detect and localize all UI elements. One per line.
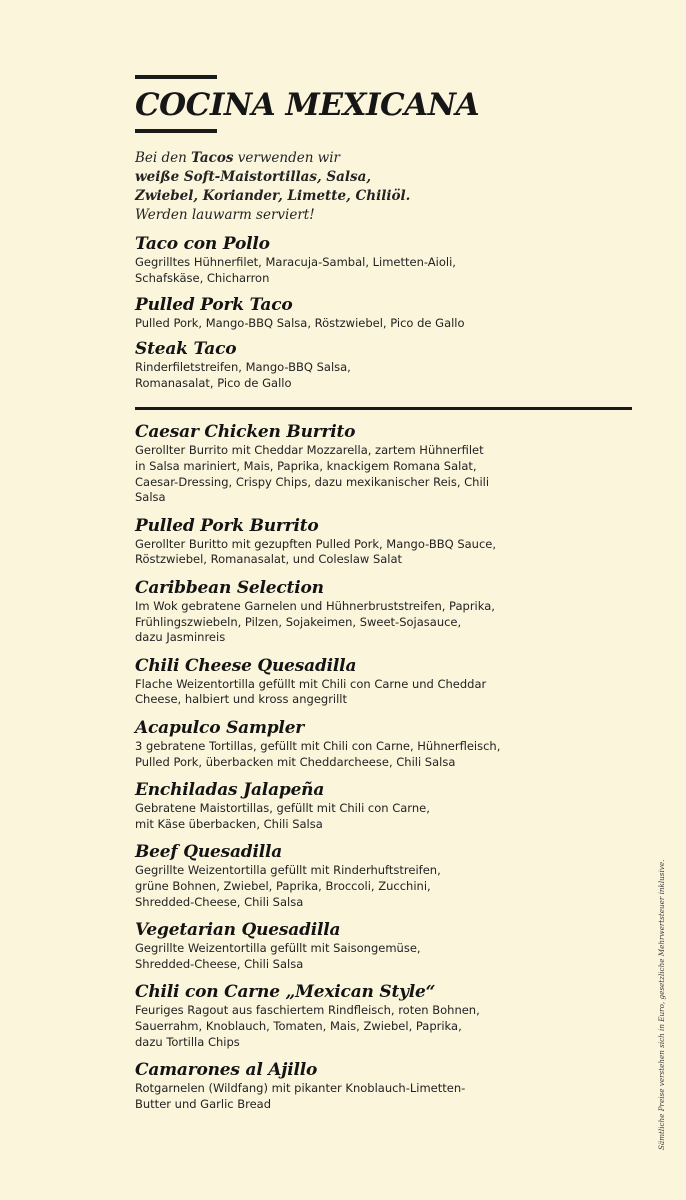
menu-item-name: Acapulco Sampler	[135, 717, 305, 738]
tacos-section	[135, 233, 635, 399]
section-divider	[135, 407, 632, 410]
menu-item-description: Rotgarnelen (Wildfang) mit pikanter Knoblauch-Limetten- Butter und Garlic Bread	[135, 1080, 466, 1111]
intro-line3: Zwiebel, Koriander, Limette, Chiliöl.	[135, 188, 411, 204]
menu-item	[135, 515, 635, 569]
menu-item-description: Flache Weizentortilla gefüllt mit Chili con Carne und Cheddar Cheese, halbiert und kross angegrillt	[135, 676, 487, 707]
menu-item-name: Caesar Chicken Burrito	[135, 422, 356, 442]
menu-item-name: Beef Quesadilla	[135, 841, 283, 862]
menu-item	[135, 577, 635, 646]
menu-item-description: Im Wok gebratene Garnelen und Hühnerbruststreifen, Paprika, Frühlingszwiebeln, Pilzen, Sojakeimen, Sweet-Sojasauce, dazu Jasminreis	[135, 598, 495, 645]
menu-item	[135, 841, 635, 910]
title-rule-bottom	[135, 129, 217, 133]
menu-item-name: Caribbean Selection	[135, 577, 324, 598]
menu-item-name: Camarones al Ajillo	[135, 1059, 318, 1080]
menu-item-name: Pulled Pork Burrito	[135, 515, 319, 536]
menu-item-name: Chili Cheese Quesadilla	[135, 655, 357, 676]
menu-item-name: Enchiladas Jalapeña	[135, 779, 325, 800]
intro-line2: weiße Soft-Maistortillas, Salsa,	[135, 169, 372, 185]
menu-item	[135, 981, 635, 1050]
menu-item-name: Vegetarian Quesadilla	[135, 919, 341, 940]
menu-item-description: Feuriges Ragout aus faschiertem Rindfleisch, roten Bohnen, Sauerrahm, Knoblauch, Tomaten, Mais, Zwiebel, Paprika, dazu Tortilla Chips	[135, 1002, 480, 1049]
menu-item	[135, 294, 635, 332]
menu-item-description: Gebratene Maistortillas, gefüllt mit Chili con Carne, mit Käse überbacken, Chili Salsa	[135, 800, 430, 831]
menu-item	[135, 717, 635, 771]
menu-item-description: Gerollter Buritto mit gezupften Pulled Pork, Mango-BBQ Sauce, Röstzwiebel, Romanasalat, und Coleslaw Salat	[135, 536, 497, 567]
page-title: COCINA MEXICANA	[135, 87, 480, 123]
price-disclaimer: Sämtliche Preise verstehen sich in Euro, gesetzliche Mehrwertsteuer inklusive.	[657, 859, 666, 1150]
menu-item-name: Taco con Pollo	[135, 234, 270, 254]
menu-item-description: 3 gebratene Tortillas, gefüllt mit Chili con Carne, Hühnerfleisch, Pulled Pork, überbacken mit Cheddarcheese, Chili Salsa	[135, 738, 501, 769]
menu-item-name: Steak Taco	[135, 339, 237, 360]
menu-item	[135, 421, 635, 506]
menu-item-description: Pulled Pork, Mango-BBQ Salsa, Röstzwiebel, Pico de Gallo	[135, 315, 465, 330]
menu-item	[135, 338, 635, 392]
menu-item-description: Gegrillte Weizentortilla gefüllt mit Saisongemüse, Shredded-Cheese, Chili Salsa	[135, 940, 421, 971]
taco-intro	[135, 149, 410, 225]
mains-section	[135, 421, 635, 1121]
menu-item-description: Gerollter Burrito mit Cheddar Mozzarella, zartem Hühnerfilet in Salsa mariniert, Mais, Paprika, knackigem Romana Salat, Caesar-Dressing, Crispy Chips, dazu mexikanischer Reis, Chili Salsa	[135, 443, 490, 505]
menu-item	[135, 779, 635, 833]
menu-item	[135, 1059, 635, 1113]
menu-item-description: Gegrilltes Hühnerfilet, Maracuja-Sambal, Limetten-Aioli, Schafskäse, Chicharron	[135, 255, 456, 285]
intro-line1-post: verwenden wir	[233, 150, 341, 166]
menu-item	[135, 919, 635, 973]
menu-item-description: Gegrillte Weizentortilla gefüllt mit Rinderhuftstreifen, grüne Bohnen, Zwiebel, Paprika, Broccoli, Zucchini, Shredded-Cheese, Chili Salsa	[135, 862, 441, 909]
intro-line1-bold: Tacos	[191, 150, 234, 166]
intro-line1-pre: Bei den	[135, 150, 192, 166]
menu-item-name: Pulled Pork Taco	[135, 294, 293, 315]
menu-item-description: Rinderfiletstreifen, Mango-BBQ Salsa, Romanasalat, Pico de Gallo	[135, 360, 351, 391]
title-rule-top	[135, 75, 217, 79]
menu-item-name: Chili con Carne „Mexican Style“	[135, 981, 436, 1002]
menu-item	[135, 233, 635, 287]
menu-item	[135, 655, 635, 709]
intro-line4: Werden lauwarm serviert!	[135, 207, 315, 223]
